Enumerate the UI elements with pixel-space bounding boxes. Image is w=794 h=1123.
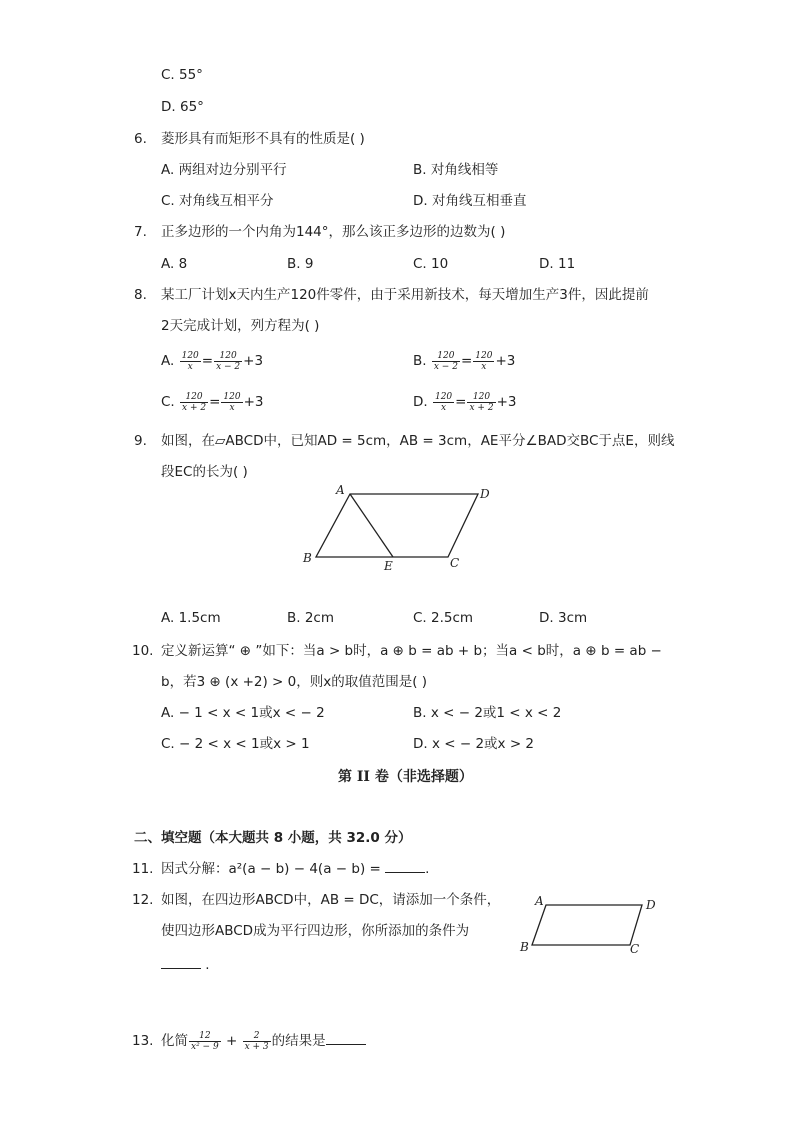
q8-option-c-left-fraction: $\frac{120}{x + 2}$ bbox=[182, 391, 207, 413]
q7-stem: 正多边形的一个内角为144°，那么该正多边形的边数为( ) bbox=[161, 224, 506, 240]
q13-answer-blank[interactable] bbox=[326, 1032, 366, 1045]
q9-parallelogram bbox=[316, 494, 478, 557]
q5-option-d: D. 65° bbox=[161, 99, 204, 115]
q12-parallelogram-figure bbox=[516, 890, 666, 960]
q8-option-a: A. $\frac{120}{x}$ = $\frac{120}{x - 2}$ +3 bbox=[161, 350, 264, 372]
q8-option-a-label: A. bbox=[161, 353, 175, 369]
q12-label-a: A bbox=[535, 894, 544, 908]
q11-answer-blank[interactable] bbox=[385, 860, 425, 873]
q9-bisector-ae bbox=[350, 494, 393, 557]
section2-header: 二、填空题（本大题共 8 小题，共 32.0 分） bbox=[134, 830, 412, 846]
q11-number: 11. bbox=[132, 861, 154, 877]
q8-number: 8. bbox=[134, 287, 147, 303]
q9-label-b: B bbox=[303, 551, 312, 565]
q9-label-d: D bbox=[480, 487, 490, 501]
q12-answer-line: . bbox=[161, 956, 210, 974]
q6-stem: 菱形具有而矩形不具有的性质是( ) bbox=[161, 131, 365, 147]
q6-number: 6. bbox=[134, 131, 147, 147]
q12-number: 12. bbox=[132, 892, 154, 908]
q8-option-c-right-fraction: $\frac{120}{x}$ bbox=[223, 391, 241, 413]
q8-option-a-left-fraction: $\frac{120}{x}$ bbox=[181, 350, 199, 372]
q9-stem-line2: 段EC的长为( ) bbox=[161, 464, 248, 480]
q9-option-c: C. 2.5cm bbox=[413, 610, 474, 626]
q7-option-a: A. 8 bbox=[161, 256, 188, 272]
q8-option-b-label: B. bbox=[413, 353, 427, 369]
q9-parallelogram-figure bbox=[296, 480, 506, 580]
q10-option-a: A. − 1 < x < 1或x < − 2 bbox=[161, 705, 325, 721]
q10-stem-line1: 定义新运算“ ⊕ ”如下：当a > b时，a ⊕ b = ab + b；当a < b时，a ⊕ b = ab − bbox=[161, 643, 662, 659]
q11-stem-text: 因式分解：a²(a − b) − 4(a − b) = bbox=[161, 861, 386, 877]
q6-option-b: B. 对角线相等 bbox=[413, 162, 499, 178]
q7-option-b: B. 9 bbox=[287, 256, 314, 272]
q12-stem-line2: 使四边形ABCD成为平行四边形，你所添加的条件为 bbox=[161, 923, 470, 939]
q8-option-c: C. $\frac{120}{x + 2}$ = $\frac{120}{x}$ +3 bbox=[161, 391, 264, 413]
q10-option-c: C. − 2 < x < 1或x > 1 bbox=[161, 736, 310, 752]
q12-label-d: D bbox=[646, 898, 656, 912]
q8-option-d-left-fraction: $\frac{120}{x}$ bbox=[434, 391, 453, 413]
q9-label-c: C bbox=[450, 556, 460, 570]
q7-number: 7. bbox=[134, 224, 147, 240]
q12-label-c: C bbox=[630, 942, 640, 956]
q13-fraction-1: $\frac{12}{\text{x² − 9}}$ bbox=[191, 1030, 219, 1052]
q7-option-c: C. 10 bbox=[413, 256, 449, 272]
q12-stem-line1: 如图，在四边形ABCD中，AB = DC，请添加一个条件， bbox=[161, 892, 501, 908]
q9-label-e: E bbox=[384, 559, 393, 573]
q9-option-b: B. 2cm bbox=[287, 610, 335, 626]
q6-option-d: D. 对角线互相垂直 bbox=[413, 193, 527, 209]
q8-option-c-label: C. bbox=[161, 394, 175, 410]
q8-option-d-right-fraction: $\frac{120}{x + 2}$ bbox=[469, 391, 494, 413]
q12-label-b: B bbox=[520, 940, 529, 954]
q13-number: 13. bbox=[132, 1033, 154, 1049]
q10-number: 10. bbox=[132, 643, 154, 659]
q9-label-a: A bbox=[336, 483, 345, 497]
q8-option-b-right-fraction: $\frac{120}{x}$ bbox=[475, 350, 493, 372]
q9-stem-line1: 如图，在▱ABCD中，已知AD = 5cm，AB = 3cm，AE平分∠BAD交BC于点E，则线 bbox=[161, 433, 675, 449]
q8-option-a-right-fraction: $\frac{120}{x - 2}$ bbox=[216, 350, 241, 372]
q5-option-c: C. 55° bbox=[161, 67, 203, 83]
q13-fraction-2: $\frac{2}{x + 3}$ bbox=[244, 1030, 269, 1052]
q6-option-c: C. 对角线互相平分 bbox=[161, 193, 274, 209]
q11-stem: 因式分解：a²(a − b) − 4(a − b) = . bbox=[161, 861, 430, 877]
q13-stem: 化简 $\frac{12}{\text{x² − 9}}$ + $\frac{2}{x + 3}$ 的结果是 bbox=[161, 1026, 366, 1056]
q9-number: 9. bbox=[134, 433, 147, 449]
q8-stem-line2: 2天完成计划，列方程为( ) bbox=[161, 318, 320, 334]
q8-option-d: D. $\frac{120}{x}$ = $\frac{120}{x + 2}$ +3 bbox=[413, 391, 517, 413]
q10-stem-line2: b，若3 ⊕ (x +2) > 0，则x的取值范围是( ) bbox=[161, 674, 428, 690]
q9-option-d: D. 3cm bbox=[539, 610, 588, 626]
q12-parallelogram bbox=[532, 905, 642, 945]
q12-answer-blank[interactable] bbox=[161, 956, 201, 969]
q8-stem-line1: 某工厂计划x天内生产120件零件，由于采用新技术，每天增加生产3件，因此提前 bbox=[161, 287, 649, 303]
part2-title: 第 II 卷（非选择题） bbox=[338, 769, 473, 785]
q8-option-b: B. $\frac{120}{x - 2}$ = $\frac{120}{x}$ +3 bbox=[413, 350, 516, 372]
q8-option-b-left-fraction: $\frac{120}{x - 2}$ bbox=[433, 350, 458, 372]
q6-option-a: A. 两组对边分别平行 bbox=[161, 162, 287, 178]
q10-option-b: B. x < − 2或1 < x < 2 bbox=[413, 705, 562, 721]
q9-option-a: A. 1.5cm bbox=[161, 610, 221, 626]
q7-option-d: D. 11 bbox=[539, 256, 576, 272]
q10-option-d: D. x < − 2或x > 2 bbox=[413, 736, 535, 752]
q8-option-d-label: D. bbox=[413, 394, 428, 410]
